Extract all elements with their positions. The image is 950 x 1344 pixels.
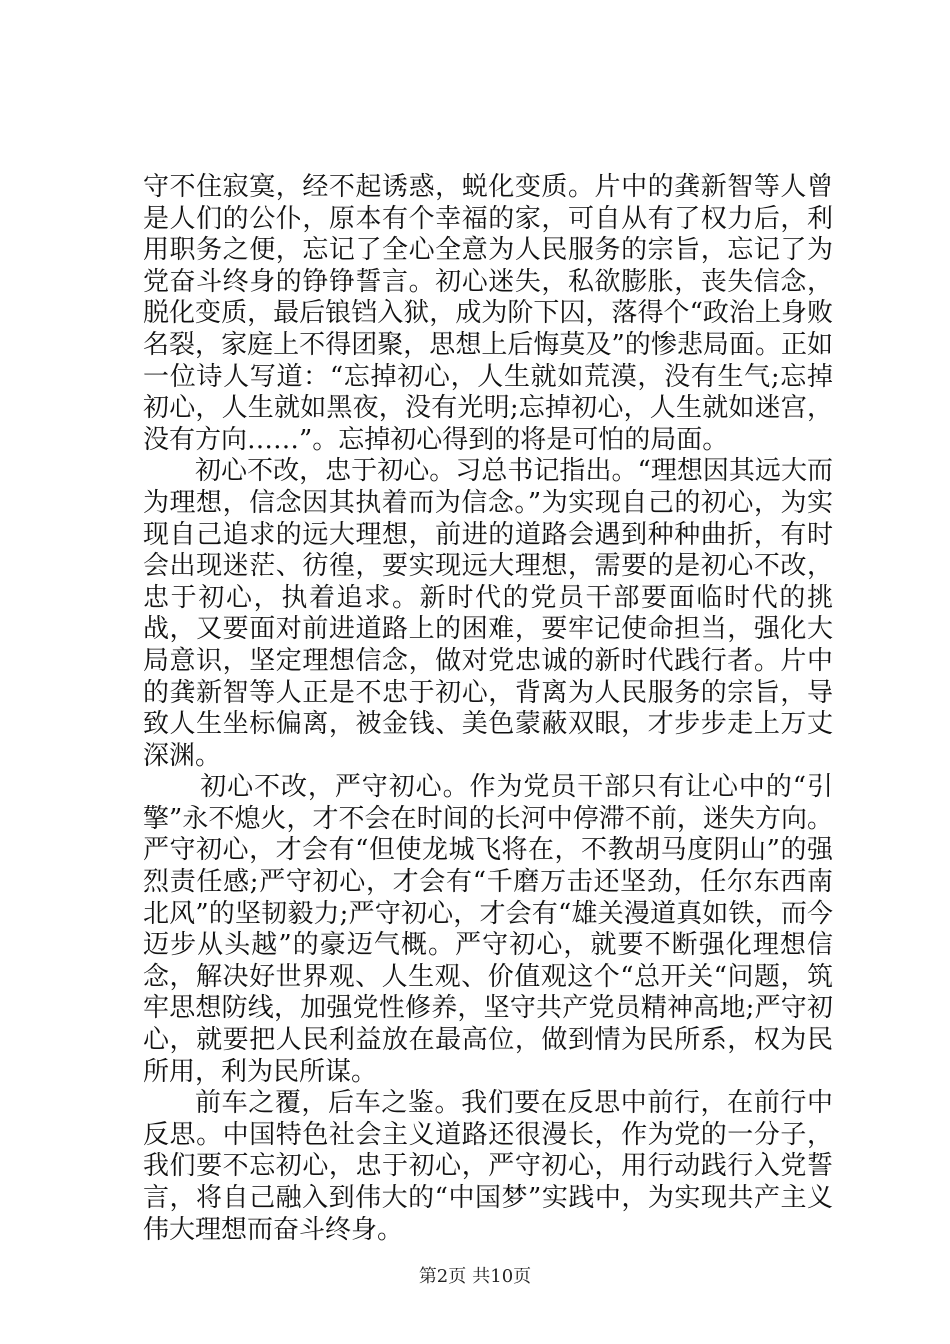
page-number: 第2页 [418,1266,467,1287]
paragraph-conclusion: 前车之覆，后车之鉴。我们要在反思中前行，在前行中反思。中国特色社会主义道路还很漫长，作为党的一分子，我们要不忘初心，忠于初心，严守初心，用行动践行入党誓言，将自己融入到伟大的“中国梦”实践中，为实现共产主义伟大理想而奋斗终身。 [143,1088,833,1245]
paragraph-loyal-to-original-aspiration: 初心不改，忠于初心。习总书记指出。“理想因其远大而为理想，信念因其执着而为信念。”为实现自己的初心，为实现自己追求的远大理想，前进的道路会遇到种种曲折，有时会出现迷茫、彷徨，要实现远大理想，需要的是初心不改，忠于初心，执着追求。新时代的党员干部要面临时代的挑战，又要面对前进道路上的困难，要牢记使命担当，强化大局意识，坚定理想信念，做对党忠诚的新时代践行者。片中的龚新智等人正是不忠于初心，背离为人民服务的宗旨，导致人生坐标偏离，被金钱、美色蒙蔽双眼，才步步走上万丈深渊。 [143,456,833,771]
page-total: 共10页 [472,1266,532,1287]
paragraph-continuation: 守不住寂寞，经不起诱惑，蜕化变质。片中的龚新智等人曾是人们的公仆，原本有个幸福的家，可自从有了权力后，利用职务之便，忘记了全心全意为人民服务的宗旨，忘记了为党奋斗终身的铮铮誓言。初心迷失，私欲膨胀，丧失信念，脱化变质，最后锒铛入狱，成为阶下囚，落得个“政治上身败名裂，家庭上不得团聚，思想上后悔莫及”的惨悲局面。正如一位诗人写道：“忘掉初心，人生就如荒漠，没有生气;忘掉初心，人生就如黑夜，没有光明;忘掉初心，人生就如迷宫，没有方向……”。忘掉初心得到的将是可怕的局面。 [143,172,833,455]
page-footer [0,1266,950,1288]
document-body [143,172,833,1246]
paragraph-strictly-keep-original-aspiration: 初心不改，严守初心。作为党员干部只有让心中的“引擎”永不熄火，才不会在时间的长河中停滞不前，迷失方向。严守初心，才会有“但使龙城飞将在，不教胡马度阴山”的强烈责任感;严守初心，才会有“千磨万击还坚劲，任尔东西南北风”的坚韧毅力;严守初心，才会有“雄关漫道真如铁，而今迈步从头越”的豪迈气概。严守初心，就要不断强化理想信念，解决好世界观、人生观、价值观这个“总开关“问题，筑牢思想防线，加强党性修养，坚守共产党员精神高地;严守初心，就要把人民利益放在最高位，做到情为民所系，权为民所用，利为民所谋。 [143,772,833,1087]
